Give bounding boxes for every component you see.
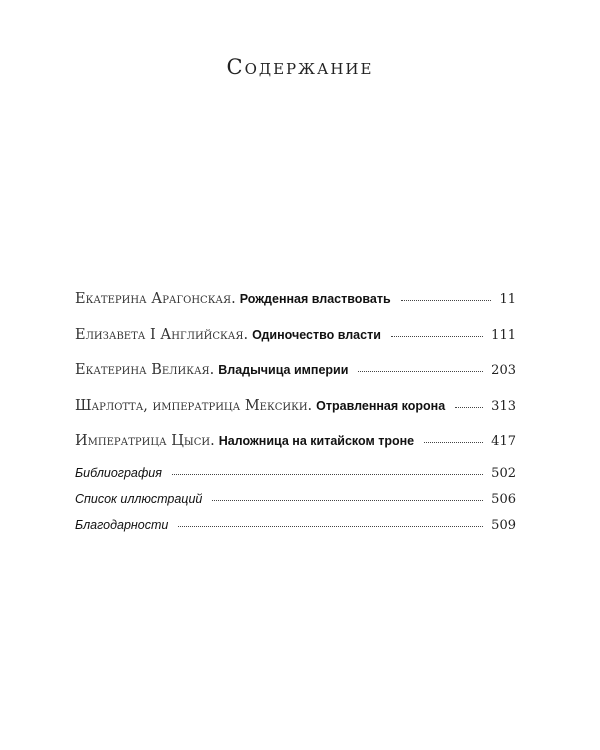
dot-leader xyxy=(424,442,483,443)
toc-entry-subtitle: Одиночество власти xyxy=(252,327,381,342)
toc-entry-subtitle: Наложница на китайском троне xyxy=(218,434,415,448)
toc-entry-subtitle: Владычица империи xyxy=(218,363,349,377)
dot-leader xyxy=(358,371,483,372)
dot-leader xyxy=(401,300,492,301)
dot-leader xyxy=(172,474,483,475)
dot-leader xyxy=(391,336,483,337)
toc-entry[interactable] xyxy=(75,361,516,397)
toc-entry-person: Елизавета I Английская. xyxy=(75,326,249,343)
toc-entry-person: Екатерина Арагонская. xyxy=(75,291,236,307)
toc-extra-page: 506 xyxy=(491,492,516,507)
toc-entry-subtitle: Отравленная корона xyxy=(316,398,446,413)
toc-entry-person: Екатерина Великая. xyxy=(75,362,215,378)
toc-entry-person: Императрица Цыси. xyxy=(75,433,215,449)
toc-entry-subtitle: Рожденная властвовать xyxy=(239,292,391,306)
toc-entry-page: 203 xyxy=(491,363,516,378)
dot-leader xyxy=(455,407,483,408)
toc-extra-entry[interactable] xyxy=(75,518,516,544)
toc-entry[interactable] xyxy=(75,326,516,362)
toc-entry[interactable] xyxy=(75,432,516,468)
toc-entry-page: 313 xyxy=(491,398,516,414)
toc-extra-entry[interactable] xyxy=(75,492,516,518)
toc-extra-title: Список иллюстраций xyxy=(75,492,203,506)
toc-entry-page: 417 xyxy=(491,434,516,449)
toc-extra-title: Библиография xyxy=(75,466,162,480)
dot-leader xyxy=(178,526,483,527)
toc-entry-page: 11 xyxy=(499,292,516,307)
toc-entry[interactable] xyxy=(75,290,516,326)
dot-leader xyxy=(212,500,483,501)
table-of-contents-extras xyxy=(75,466,516,544)
toc-entry-person: Шарлотта, императрица Мексики. xyxy=(75,397,313,414)
toc-entry[interactable] xyxy=(75,397,516,433)
toc-extra-title: Благодарности xyxy=(75,518,169,532)
toc-extra-entry[interactable] xyxy=(75,466,516,492)
toc-extra-page: 502 xyxy=(491,466,516,481)
toc-entry-page: 111 xyxy=(491,327,516,343)
table-of-contents-chapters xyxy=(75,290,516,468)
page-title: Содержание xyxy=(226,55,374,79)
toc-extra-page: 509 xyxy=(491,518,516,533)
